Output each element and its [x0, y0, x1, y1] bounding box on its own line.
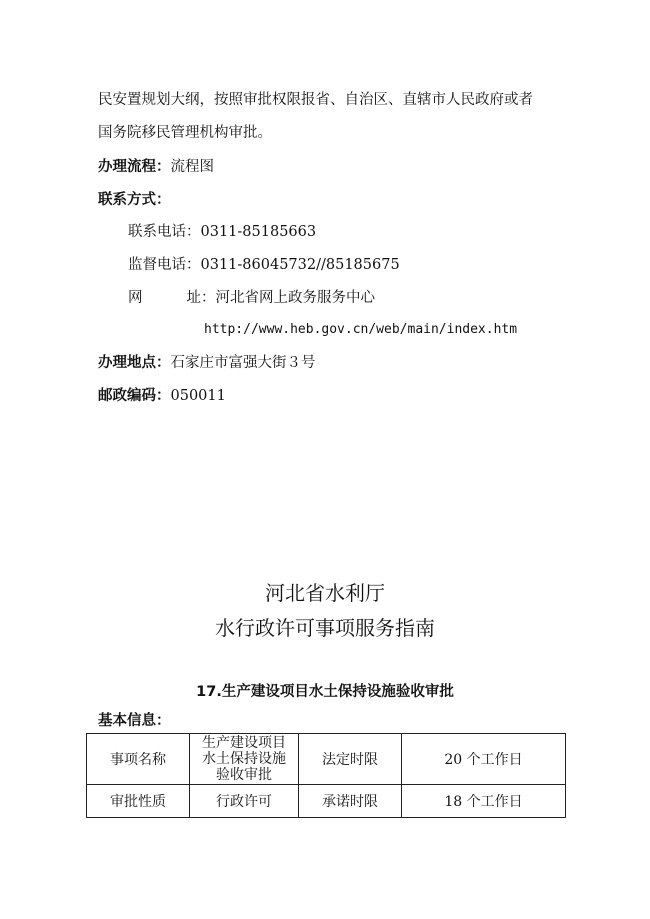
- table-cell: 承诺时限: [299, 785, 402, 818]
- contact-heading: 联系方式：: [98, 192, 171, 208]
- phone-row: [128, 222, 316, 242]
- postcode-row: [98, 386, 226, 406]
- table-cell: 18 个工作日: [402, 785, 566, 818]
- process-link[interactable]: 流程图: [170, 159, 214, 175]
- table-cell: 法定时限: [299, 734, 402, 785]
- item-title: 17.生产建设项目水土保持设施验收审批: [196, 684, 454, 700]
- item-name-value: 生产建设项目水土保持设施验收审批: [202, 735, 286, 783]
- address-label: 办理地点：: [98, 355, 171, 371]
- address-row: [98, 353, 316, 373]
- web-value: 河北省网上政务服务中心: [215, 290, 375, 306]
- web-url-link[interactable]: http://www.heb.gov.cn/web/main/index.htm: [204, 322, 518, 337]
- process-label: 办理流程：: [98, 159, 171, 175]
- table-cell: 事项名称: [87, 734, 190, 785]
- basic-info-table: [86, 733, 566, 818]
- supervise-value: 0311-86045732//85185675: [200, 257, 400, 273]
- process-row: [98, 157, 214, 177]
- address-value: 石家庄市富强大街３号: [170, 355, 316, 371]
- web-row: [128, 288, 375, 308]
- postcode-label: 邮政编码：: [98, 388, 171, 404]
- body-line-1: 民安置规划大纲，按照审批权限报省、自治区、直辖市人民政府或者: [98, 92, 533, 108]
- web-label-2: 址：: [186, 290, 216, 306]
- body-line-2: 国务院移民管理机构审批。: [98, 125, 272, 141]
- supervise-row: [128, 255, 400, 275]
- postcode-value: 050011: [170, 388, 226, 404]
- org-title: 河北省水利厅: [265, 581, 385, 605]
- guide-title: 水行政许可事项服务指南: [215, 616, 435, 640]
- table-cell: 20 个工作日: [402, 734, 566, 785]
- table-cell: 审批性质: [87, 785, 190, 818]
- table-cell: [190, 734, 299, 785]
- table-row: [87, 785, 566, 818]
- basic-info-label: 基本信息：: [98, 713, 171, 729]
- phone-value: 0311-85185663: [200, 224, 317, 240]
- supervise-label: 监督电话：: [128, 257, 201, 273]
- table-row: [87, 734, 566, 785]
- web-label-1: 网: [128, 290, 143, 306]
- table-cell: 行政许可: [190, 785, 299, 818]
- phone-label: 联系电话：: [128, 224, 201, 240]
